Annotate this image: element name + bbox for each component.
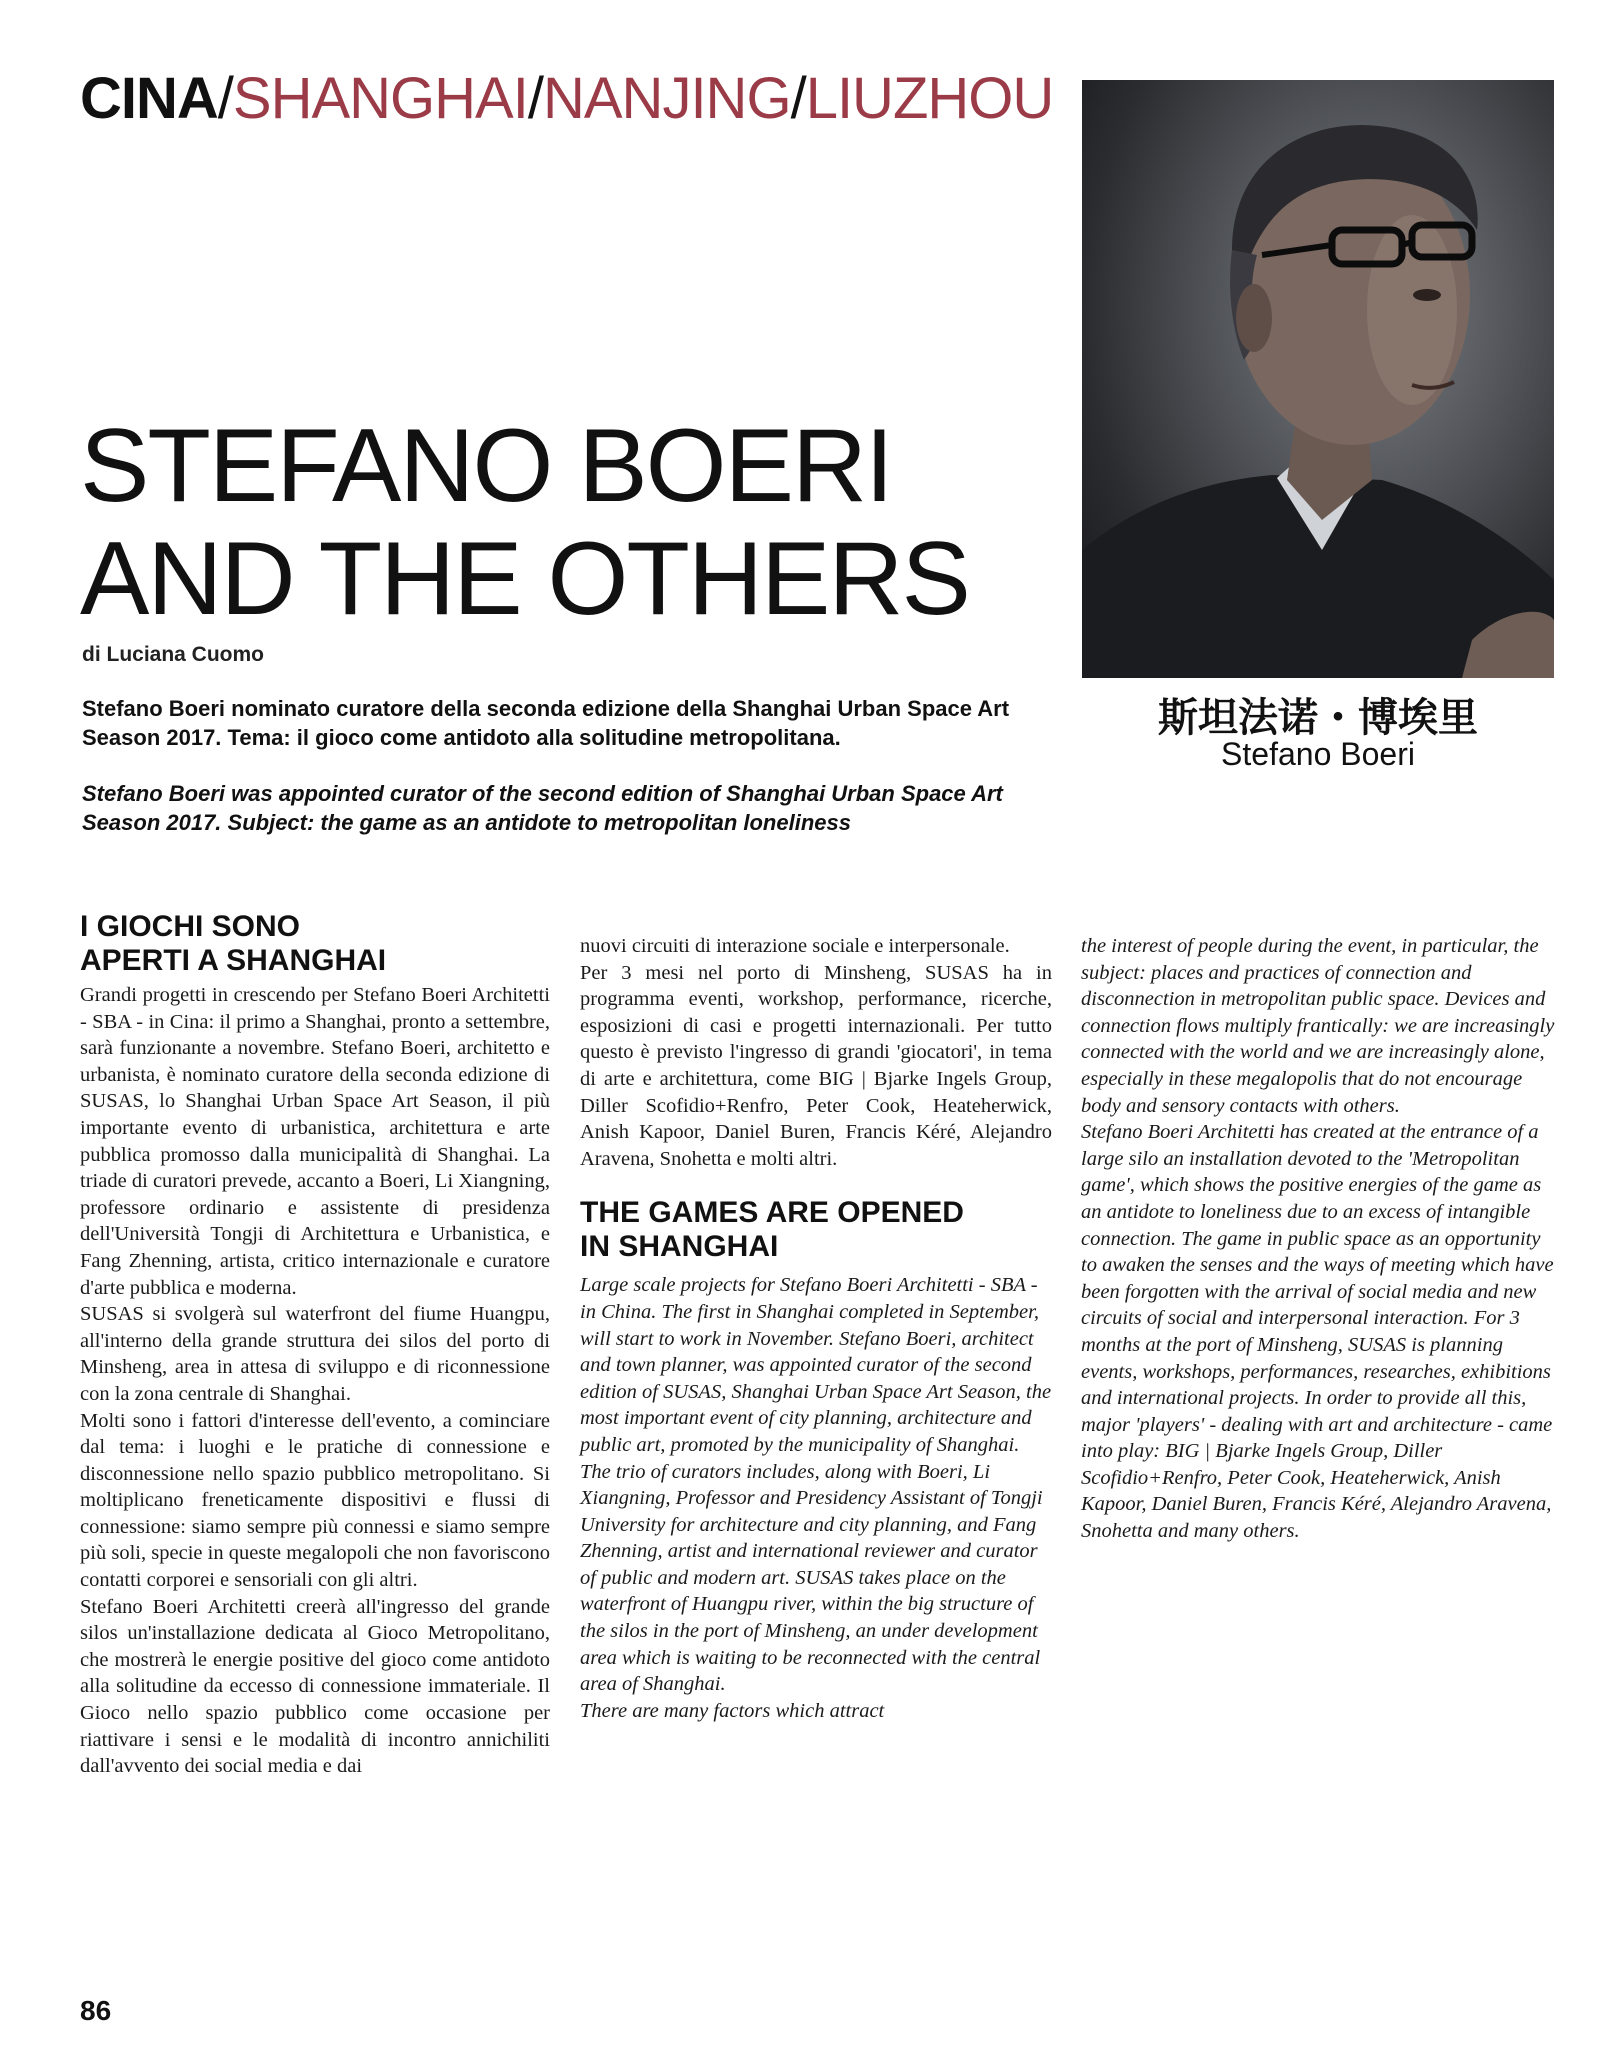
- kicker-city-liuzhou: LIUZHOU: [805, 66, 1054, 131]
- paragraph: SUSAS si svolgerà sul waterfront del fiume Huangpu, all'interno della grande struttura dei silos del porto di Minsheng, area in attesa di sviluppo e di riconnessione con la zona centrale di Shanghai.: [80, 1303, 550, 1405]
- page-number: 86: [80, 1995, 112, 2026]
- article-title-line2: AND THE OTHERS: [80, 521, 969, 637]
- byline: di Luciana Cuomo: [82, 643, 265, 666]
- section-heading-italian: [80, 912, 550, 980]
- column-2: [580, 933, 1052, 1724]
- paragraph: Large scale projects for Stefano Boeri Architetti - SBA - in China. The first in Shanghai completed in September, will start to work in November. Stefano Boeri, architect and town planner, was appointed curator of the second edition of SUSAS, Shanghai Urban Space Art Season, the most important event of city planning, architecture and public art, promoted by the municipality of Shanghai. The trio of curators includes, along with Boeri, Li Xiangning, Professor and Presidency Assistant of Tongji University for architecture and city planning, and Fang Zhenning, artist and international reviewer and curator of public and modern art. SUSAS takes place on the waterfront of Huangpu river, within the big structure of the silos in the port of Minsheng, an under development area which is waiting to be reconnected with the central area of Shanghai.: [580, 1274, 1052, 1696]
- paragraph: nuovi circuiti di interazione sociale e interpersonale.: [580, 935, 1010, 957]
- article-title: [80, 410, 969, 636]
- article-title-line1: STEFANO BOERI: [80, 408, 892, 524]
- kicker-city-shanghai: SHANGHAI: [232, 66, 528, 131]
- portrait-photo: [1082, 80, 1554, 678]
- portrait-illustration: [1082, 80, 1554, 678]
- paragraph: Stefano Boeri Architetti creerà all'ingresso del grande silos un'installazione dedicata al Gioco Metropolitano, che mostrerà le energie positive del gioco come antidoto alla solitudine da eccesso di connessione immateriale. Il Gioco nello spazio pubblico come occasione per riattivare i sensi e le modalità di incontro annichiliti dall'avvento dei social media e dai: [80, 1595, 550, 1778]
- abstract-english: Stefano Boeri was appointed curator of the second edition of Shanghai Urban Space Art Season 2017. Subject: the game as an antidote to metropolitan loneliness: [82, 781, 1003, 835]
- section-kicker: [80, 66, 1054, 131]
- column-1: [80, 982, 550, 1780]
- paragraph: Molti sono i fattori d'interesse dell'evento, a cominciare dal tema: i luoghi e le pratiche di connessione e disconnessione nello spazio pubblico metropolitano. Si moltiplicano freneticamente dispositivi e flussi di connessione: siamo sempre più connessi e siamo sempre più soli, specie in queste megalopoli che non favoriscono contatti corporei e sensoriali con gli altri.: [80, 1409, 550, 1592]
- kicker-slash: /: [527, 66, 543, 131]
- paragraph: Stefano Boeri Architetti has created at the entrance of a large silo an installation devoted to the 'Metropolitan game', which shows the positive energies of the game as an antidote to loneliness due to an excess of intangible connection. The game in public space as an opportunity to awaken the senses and the ways of meeting which have been forgotten with the arrival of social media and new circuits of social and interpersonal interaction. For 3 months at the port of Minsheng, SUSAS is planning events, workshops, performances, researches, exhibitions and international projects. In order to provide all this, major 'players' - dealing with art and architecture - came into play: BIG | Bjarke Ingels Group, Diller Scofidio+Renfro, Peter Cook, Heateherwick, Anish Kapoor, Daniel Buren, Francis Kéré, Alejandro Aravena, Snohetta and many others.: [1081, 1121, 1554, 1543]
- heading-line: I GIOCHI SONO: [80, 910, 301, 943]
- paragraph: the interest of people during the event, in particular, the subject: places and practices of connection and disconnection in metropolitan public space. Devices and connection flows multiply frantically: we are increasingly connected with the world and we are increasingly alone, especially in these megalopolis that do not encourage body and sensory contacts with others.: [1081, 935, 1555, 1117]
- kicker-slash: /: [790, 66, 806, 131]
- photo-caption-english: Stefano Boeri: [1221, 736, 1415, 772]
- kicker-slash: /: [217, 66, 233, 131]
- column-3: [1081, 933, 1555, 1545]
- paragraph: Grandi progetti in crescendo per Stefano Boeri Architetti - SBA - in Cina: il primo a Shanghai, pronto a settembre, sarà funzionante a novembre. Stefano Boeri, architetto e urbanista, è nominato curatore della seconda edizione di SUSAS, lo Shanghai Urban Space Art Season, il più importante evento di urbanistica, architettura e arte pubblica promosso dalla municipalità di Shanghai. La triade di curatori prevede, accanto a Boeri, Li Xiangning, professore ordinario e assistente di presidenza dell'Università Tongji di Architettura e Urbanistica, e Fang Zhenning, artista, critico internazionale e curatore d'arte pubblica e moderna.: [80, 984, 550, 1299]
- photo-caption-chinese: 斯坦法诺・博埃里: [1158, 695, 1478, 741]
- heading-line: THE GAMES ARE OPENED: [580, 1196, 964, 1230]
- section-heading-english: [580, 1198, 1052, 1262]
- paragraph: There are many factors which attract: [580, 1699, 885, 1722]
- abstract-italian: Stefano Boeri nominato curatore della seconda edizione della Shanghai Urban Space Art Season 2017. Tema: il gioco come antidoto alla solitudine metropolitana.: [82, 696, 1010, 750]
- paragraph: Per 3 mesi nel porto di Minsheng, SUSAS ha in programma eventi, workshop, performance, ricerche, esposizioni di casi e progetti internazionali. Per tutto questo è previsto l'ingresso di grandi 'giocatori', in tema di arte e architettura, come BIG | Bjarke Ingels Group, Diller Scofidio+Renfro, Peter Cook, Heateherwick, Anish Kapoor, Daniel Buren, Francis Kéré, Alejandro Aravena, Snohetta e molti altri.: [580, 961, 1052, 1170]
- heading-line: IN SHANGHAI: [580, 1230, 779, 1264]
- kicker-city-nanjing: NANJING: [542, 66, 791, 131]
- heading-line: APERTI A SHANGHAI: [80, 944, 387, 977]
- kicker-country: CINA: [80, 66, 218, 131]
